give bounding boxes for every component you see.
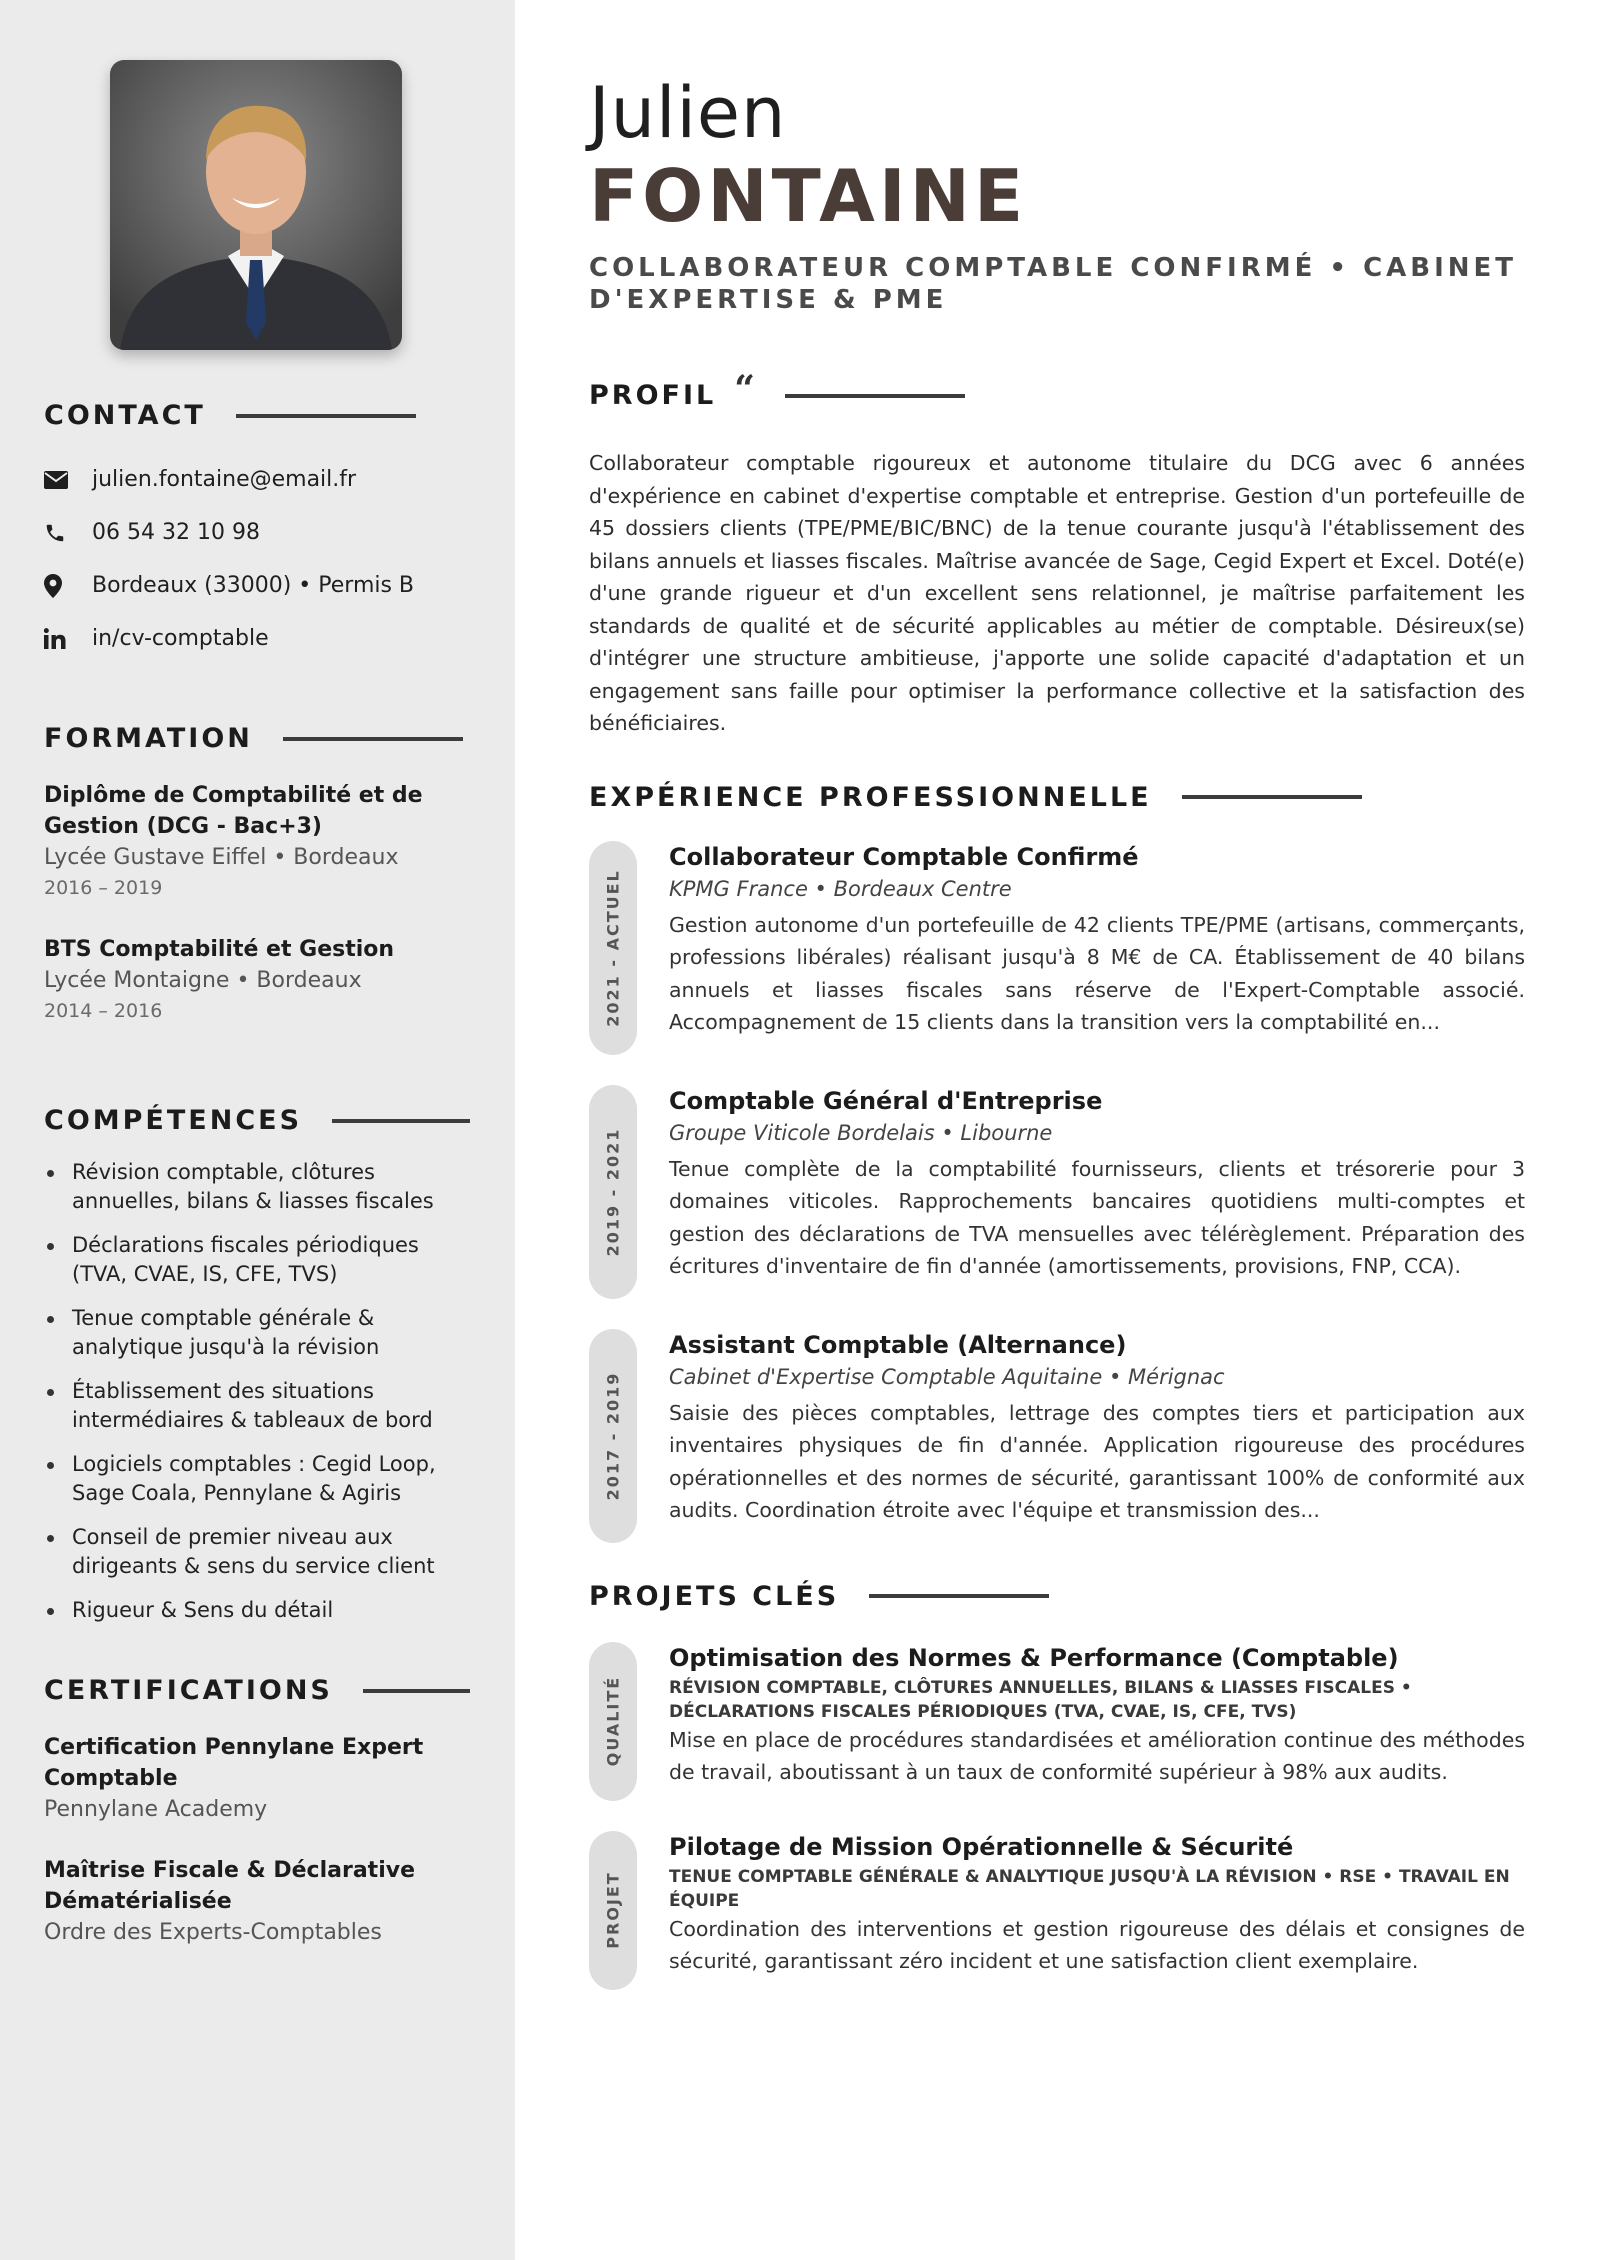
projects-heading-text: PROJETS CLÉS (589, 1580, 840, 1612)
last-name: FONTAINE (589, 154, 1028, 238)
project-description: Coordination des interventions et gestion rigoureuse des délais et consignes de sécurité, garantissant zéro incident et une satisfaction client exemplaire. (669, 1916, 1525, 1973)
skill-item: Rigueur & Sens du détail (44, 1596, 470, 1625)
experience-company: KPMG France • Bordeaux Centre (669, 876, 1012, 901)
skill-item: Conseil de premier niveau aux dirigeants & sens du service client (44, 1523, 470, 1581)
experience-company: Groupe Viticole Bordelais • Libourne (669, 1120, 1053, 1145)
project-tag: PROJET (603, 1871, 623, 1949)
formation-dates: 2014 – 2016 (44, 1000, 163, 1022)
formation-school: Lycée Gustave Eiffel • Bordeaux (44, 845, 399, 870)
project-keywords: TENUE COMPTABLE GÉNÉRALE & ANALYTIQUE JUSQU'À LA RÉVISION • RSE • TRAVAIL EN ÉQUIPE (669, 1866, 1510, 1911)
project-title: Optimisation des Normes & Performance (Comptable) (669, 1643, 1399, 1672)
first-name: Julien (589, 72, 787, 154)
email-text: julien.fontaine@email.fr (92, 467, 357, 492)
formation-school: Lycée Montaigne • Bordeaux (44, 968, 362, 993)
project-keywords: RÉVISION COMPTABLE, CLÔTURES ANNUELLES, BILANS & LIASSES FISCALES • DÉCLARATIONS FISCALES PÉRIODIQUES (TVA, CVAE, IS, CFE, TVS) (669, 1677, 1412, 1722)
contact-linkedin[interactable] (44, 612, 470, 665)
project-tag-pill (589, 1831, 637, 1990)
certification-issuer: Ordre des Experts-Comptables (44, 1920, 382, 1945)
heading-rule (332, 1119, 470, 1123)
skill-item: Logiciels comptables : Cegid Loop, Sage Coala, Pennylane & Agiris (44, 1450, 470, 1508)
experience-heading (589, 782, 1525, 813)
period-pill (589, 1085, 637, 1299)
contact-email[interactable] (44, 453, 470, 506)
contact-location (44, 559, 470, 612)
experience-title: Comptable Général d'Entreprise (669, 1086, 1103, 1115)
period-label: 2017 - 2019 (603, 1371, 623, 1500)
experience-company: Cabinet d'Expertise Comptable Aquitaine • Mérignac (669, 1364, 1225, 1389)
linkedin-text: in/cv-comptable (92, 626, 269, 651)
skills-heading (44, 1105, 470, 1136)
certifications-heading (44, 1675, 470, 1706)
project-tag-pill (589, 1642, 637, 1801)
heading-rule (785, 394, 965, 398)
experience-item (589, 841, 1525, 1055)
period-pill (589, 841, 637, 1055)
heading-rule (869, 1594, 1049, 1598)
contact-phone[interactable] (44, 506, 470, 559)
certifications-heading-text: CERTIFICATIONS (44, 1675, 333, 1706)
project-tag: QUALITÉ (603, 1675, 623, 1767)
period-label: 2019 - 2021 (603, 1127, 623, 1256)
skills-list (44, 1158, 470, 1625)
job-title: COLLABORATEUR COMPTABLE CONFIRMÉ • CABINET D'EXPERTISE & PME (589, 253, 1518, 315)
contact-heading (44, 400, 470, 431)
skill-item: Révision comptable, clôtures annuelles, bilans & liasses fiscales (44, 1158, 470, 1216)
experience-description: Gestion autonome d'un portefeuille de 42 clients TPE/PME (artisans, commerçants, professions libérales) réalisant jusqu'à 8 M€ de CA. Établissement de 40 bilans annuels et liasses fiscales sans réserve de l'Expert-Comptable associé. Accompagnement de 15 clients dans la transition vers la comptabilité en... (669, 912, 1525, 1034)
heading-rule (236, 414, 416, 418)
phone-icon (44, 522, 92, 544)
profile-heading (589, 367, 1525, 411)
formation-title: BTS Comptabilité et Gestion (44, 937, 395, 962)
quote-icon: “ (734, 367, 755, 410)
experience-heading-text: EXPÉRIENCE PROFESSIONNELLE (589, 781, 1152, 813)
formation-item (44, 934, 470, 1027)
period-label: 2021 - ACTUEL (603, 868, 623, 1027)
skill-item: Déclarations fiscales périodiques (TVA, CVAE, IS, CFE, TVS) (44, 1231, 470, 1289)
heading-rule (363, 1689, 470, 1693)
projects-heading (589, 1581, 1525, 1612)
certification-issuer: Pennylane Academy (44, 1797, 268, 1822)
formation-dates: 2016 – 2019 (44, 877, 163, 899)
project-title: Pilotage de Mission Opérationnelle & Sécurité (669, 1832, 1294, 1861)
heading-rule (283, 737, 463, 741)
period-pill (589, 1329, 637, 1543)
project-description: Mise en place de procédures standardisées et amélioration continue des méthodes de travail, aboutissant à un taux de conformité supérieur à 98% aux audits. (669, 1727, 1525, 1784)
formation-title: Diplôme de Comptabilité et de Gestion (DCG - Bac+3) (44, 783, 423, 839)
linkedin-icon (44, 628, 92, 650)
profile-photo (110, 60, 402, 350)
formation-heading-text: FORMATION (44, 723, 253, 754)
certification-title: Certification Pennylane Expert Comptable (44, 1735, 424, 1791)
formation-item (44, 780, 470, 904)
experience-title: Collaborateur Comptable Confirmé (669, 842, 1139, 871)
skill-item: Tenue comptable générale & analytique jusqu'à la révision (44, 1304, 470, 1362)
skill-item: Établissement des situations intermédiaires & tableaux de bord (44, 1377, 470, 1435)
sidebar (0, 0, 515, 2260)
map-pin-icon (44, 574, 92, 598)
project-item (589, 1831, 1525, 1990)
experience-item (589, 1329, 1525, 1543)
heading-rule (1182, 795, 1362, 799)
experience-title: Assistant Comptable (Alternance) (669, 1330, 1127, 1359)
phone-text: 06 54 32 10 98 (92, 520, 260, 545)
contact-list (44, 453, 470, 665)
certification-item (44, 1732, 470, 1825)
experience-item (589, 1085, 1525, 1299)
project-item (589, 1642, 1525, 1801)
skills-heading-text: COMPÉTENCES (44, 1105, 303, 1136)
contact-heading-text: CONTACT (44, 400, 206, 431)
main-content (515, 0, 1600, 2260)
certification-item (44, 1855, 470, 1948)
experience-description: Saisie des pièces comptables, lettrage des comptes tiers et participation aux inventaires physiques de fin d'année. Application rigoureuse des procédures opérationnelles et des normes de sécurité, garantissant 100% de conformité aux audits. Coordination étroite avec l'équipe et transmission des... (669, 1400, 1525, 1522)
location-text: Bordeaux (33000) • Permis B (92, 573, 415, 598)
experience-description: Tenue complète de la comptabilité fournisseurs, clients et trésorerie pour 3 domaines viticoles. Rapprochements bancaires quotidiens multi-comptes et gestion des déclarations de TVA mensuelles avec télérèglement. Préparation des écritures d'inventaire de fin d'année (amortissements, provisions, FNP, CCA). (669, 1156, 1525, 1278)
formation-heading (44, 723, 470, 754)
profile-text: Collaborateur comptable rigoureux et autonome titulaire du DCG avec 6 années d'expérience en cabinet d'expertise comptable et entreprise. Gestion d'un portefeuille de 45 dossiers clients (TPE/PME/BIC/BNC) de la tenue courante jusqu'à l'établissement des bilans annuels et liasses fiscales. Maîtrise avancée de Sage, Cegid Expert et Excel. Doté(e) d'une grande rigueur et d'un excellent sens relationnel, je maîtrise parfaitement les standards de qualité et de sécurité applicables au métier de comptable. Désireux(se) d'intégrer une structure ambitieuse, j'apporte une solide capacité d'adaptation et un engagement sans faille pour optimiser la performance collective et la satisfaction des bénéficiaires. (589, 451, 1525, 735)
envelope-icon (44, 471, 92, 489)
certification-title: Maîtrise Fiscale & Déclarative Dématérialisée (44, 1858, 416, 1914)
profile-heading-text: PROFIL (589, 380, 717, 411)
